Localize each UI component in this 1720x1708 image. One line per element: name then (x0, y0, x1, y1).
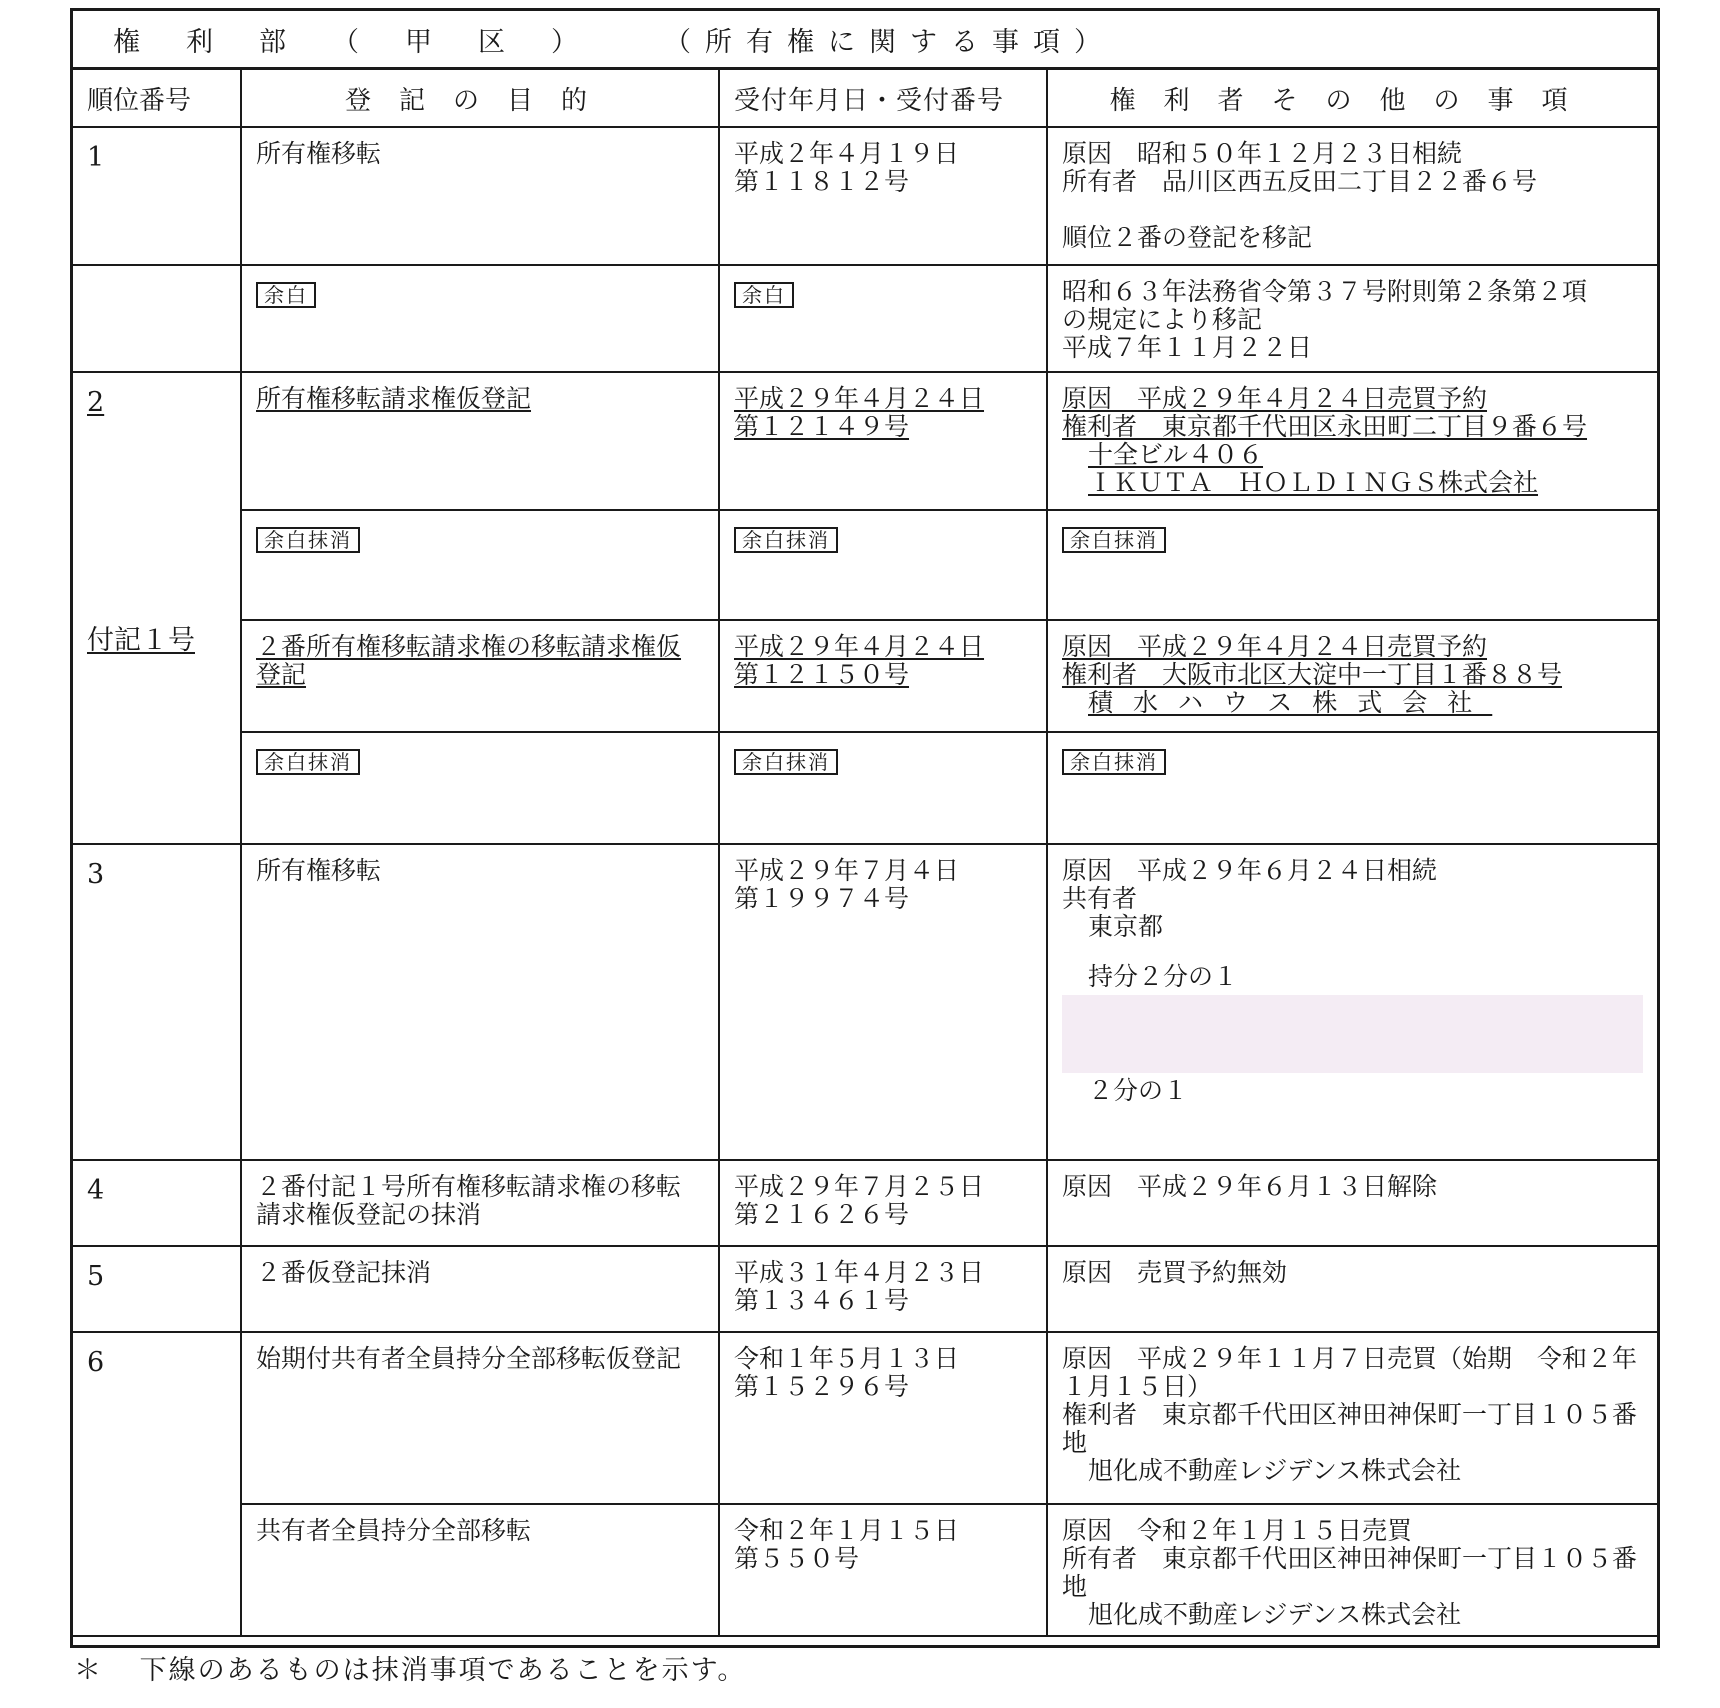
column-header-reception: 受付年月日・受付番号 (719, 70, 1047, 127)
reception-cell: 令和１年５月１３日 第１５２９６号 (719, 1332, 1047, 1504)
table-row (73, 732, 1657, 844)
reception-cell: 令和２年１月１５日 第５５０号 (719, 1504, 1047, 1636)
purpose-cell: ２番所有権移転請求権の移転請求権仮登記 (241, 620, 719, 732)
blank-box: 余白 (734, 282, 794, 308)
deleted-blank-box: 余白抹消 (256, 527, 360, 553)
column-header-rank: 順位番号 (73, 70, 241, 127)
rank-cell: 3 (73, 844, 241, 1160)
holder-cell: 原因 令和２年１月１５日売買 所有者 東京都千代田区神田神保町一丁目１０５番地 旭化成不動産レジデンス株式会社 (1047, 1504, 1657, 1636)
blank-box: 余白 (256, 282, 316, 308)
holder-cell: 原因 平成２９年６月１３日解除 (1047, 1160, 1657, 1246)
reception-cell: 平成２９年４月２４日 第１２１４９号 (719, 372, 1047, 510)
purpose-cell: 所有権移転 (241, 127, 719, 265)
holder-cell: 原因 平成２９年６月２４日相続 共有者 東京都 持分２分の１ ２分の１ (1047, 844, 1657, 1160)
purpose-cell: ２番仮登記抹消 (241, 1246, 719, 1332)
rank-cell: 2 付記１号 (73, 372, 241, 844)
deleted-blank-box: 余白抹消 (734, 749, 838, 775)
holder-cell: 昭和６３年法務省令第３７号附則第２条第２項 の規定により移記 平成７年１１月２２日 (1047, 265, 1657, 372)
reception-cell (719, 732, 1047, 844)
redacted-area (1062, 995, 1643, 1073)
purpose-cell: 始期付共有者全員持分全部移転仮登記 (241, 1332, 719, 1504)
registry-document (70, 8, 1660, 1648)
table-row (73, 372, 1657, 510)
footnote (74, 1648, 746, 1687)
table-row (73, 1160, 1657, 1246)
deleted-blank-box: 余白抹消 (1062, 749, 1166, 775)
holder-cell (1047, 732, 1657, 844)
rank-cell: 1 (73, 127, 241, 265)
purpose-cell: ２番付記１号所有権移転請求権の移転請求権仮登記の抹消 (241, 1160, 719, 1246)
purpose-cell (241, 732, 719, 844)
purpose-cell: 所有権移転請求権仮登記 (241, 372, 719, 510)
deleted-blank-box: 余白抹消 (734, 527, 838, 553)
table-row (73, 265, 1657, 372)
holder-cell: 原因 平成２９年４月２４日売買予約 権利者 大阪市北区大淀中一丁目１番８８号 積水ハウス株式会社 (1047, 620, 1657, 732)
reception-cell: 平成３１年４月２３日 第１３４６１号 (719, 1246, 1047, 1332)
holder-cell: 原因 売買予約無効 (1047, 1246, 1657, 1332)
rank-cell: 4 (73, 1160, 241, 1246)
rank-cell: 5 (73, 1246, 241, 1332)
purpose-cell (241, 510, 719, 620)
reception-cell (719, 510, 1047, 620)
table-row (73, 1332, 1657, 1504)
footnote-mark: ＊ (74, 1655, 103, 1686)
deleted-blank-box: 余白抹消 (1062, 527, 1166, 553)
footnote-text: 下線のあるものは抹消事項であることを示す。 (139, 1655, 747, 1686)
reception-cell: 平成２９年４月２４日 第１２１５０号 (719, 620, 1047, 732)
reception-cell: 平成２年４月１９日 第１１８１２号 (719, 127, 1047, 265)
rank-cell: 6 (73, 1332, 241, 1636)
holder-cell: 原因 平成２９年４月２４日売買予約 権利者 東京都千代田区永田町二丁目９番６号 十全ビル４０６ ＩＫＵＴＡ ＨＯＬＤＩＮＧＳ株式会社 (1047, 372, 1657, 510)
section-header (73, 11, 1657, 70)
section-title: 権利部（甲区） (113, 26, 624, 58)
purpose-cell (241, 265, 719, 372)
purpose-cell: 共有者全員持分全部移転 (241, 1504, 719, 1636)
deleted-blank-box: 余白抹消 (256, 749, 360, 775)
table-row (73, 844, 1657, 1160)
reception-cell (719, 265, 1047, 372)
purpose-cell: 所有権移転 (241, 844, 719, 1160)
holder-cell: 原因 平成２９年１１月７日売買（始期 令和２年１月１５日） 権利者 東京都千代田区神田神保町一丁目１０５番地 旭化成不動産レジデンス株式会社 (1047, 1332, 1657, 1504)
table-header-row (73, 70, 1657, 127)
holder-cell (1047, 510, 1657, 620)
section-subtitle: （所有権に関する事項） (664, 26, 1115, 58)
redacted-area (1062, 945, 1643, 959)
table-row (73, 1246, 1657, 1332)
table-row (73, 620, 1657, 732)
holder-cell: 原因 昭和５０年１２月２３日相続 所有者 品川区西五反田二丁目２２番６号 順位２番の登記を移記 (1047, 127, 1657, 265)
column-header-holder: 権利者その他の事項 (1047, 70, 1657, 127)
table-row (73, 127, 1657, 265)
rank-cell (73, 265, 241, 372)
column-header-purpose: 登記の目的 (241, 70, 719, 127)
reception-cell: 平成２９年７月２５日 第２１６２６号 (719, 1160, 1047, 1246)
table-row (73, 1504, 1657, 1636)
table-row (73, 510, 1657, 620)
rights-table (73, 70, 1657, 1637)
reception-cell: 平成２９年７月４日 第１９９７４号 (719, 844, 1047, 1160)
